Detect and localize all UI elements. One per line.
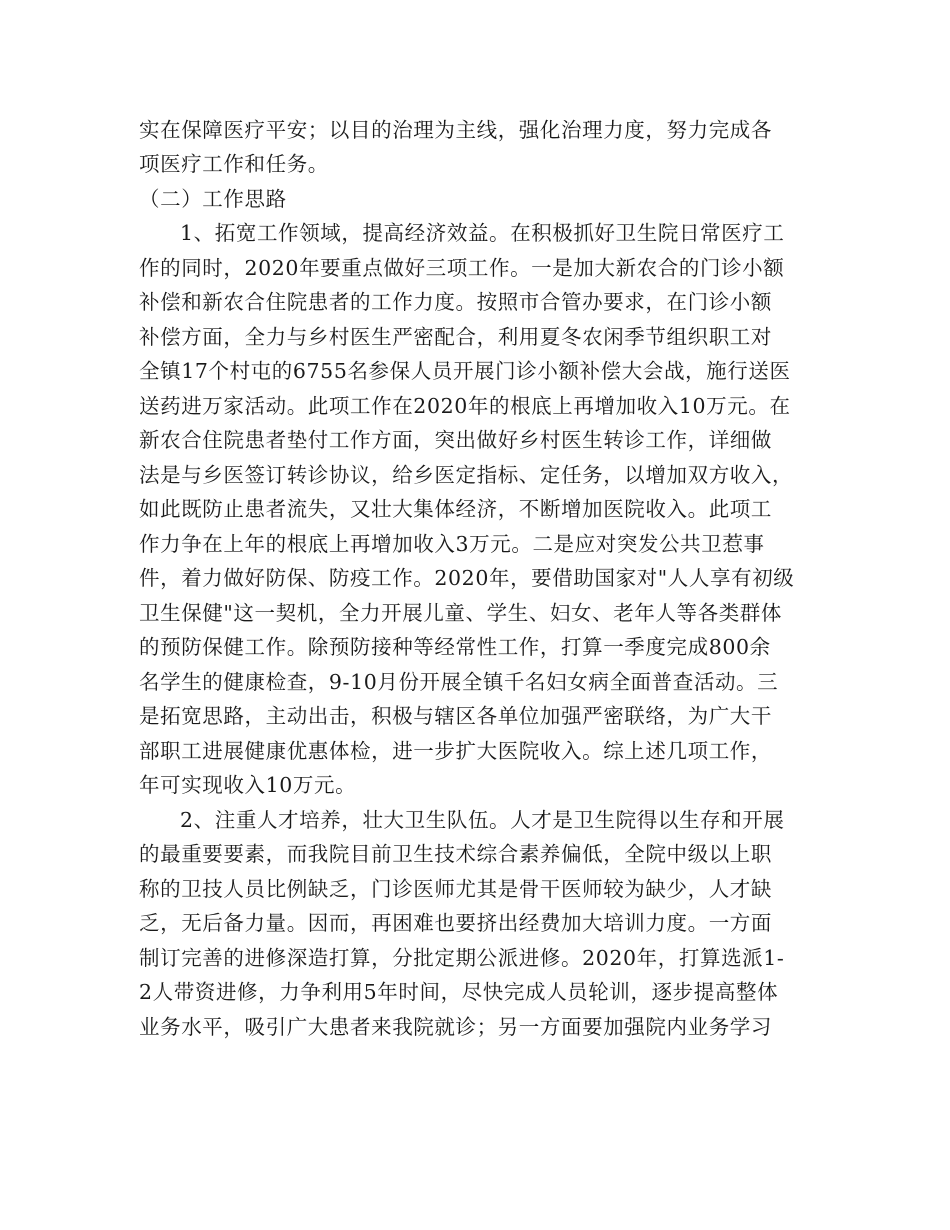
text-line: 作力争在上年的根底上再增加收入3万元。二是应对突发公共卫惹事 [139, 532, 765, 556]
text-line: 新农合住院患者垫付工作方面，突出做好乡村医生转诊工作，详细做 [139, 428, 772, 452]
text-line: 乏，无后备力量。因而，再困难也要挤出经费加大培训力度。一方面 [139, 911, 772, 935]
text-line: 法是与乡医签订转诊协议，给乡医定指标、定任务，以增加双方收入， [139, 463, 794, 487]
text-line: 全镇17个村屯的6755名参保人员开展门诊小额补偿大会战，施行送医 [139, 359, 791, 383]
text-line: 的最重要要素，而我院目前卫生技术综合素养偏低，全院中级以上职 [139, 842, 772, 866]
text-line: 作的同时，2020年要重点做好三项工作。一是加大新农合的门诊小额 [139, 256, 785, 280]
text-line: 是拓宽思路，主动出击，积极与辖区各单位加强严密联络，为广大干 [139, 704, 772, 728]
text-line: 实在保障医疗平安；以目的治理为主线，强化治理力度，努力完成各 [139, 118, 772, 142]
text-line: 部职工进展健康优惠体检，进一步扩大医院收入。综上述几项工作， [139, 739, 772, 763]
text-line: 如此既防止患者流失，又壮大集体经济，不断增加医院收入。此项工 [139, 497, 772, 521]
text-line: 补偿和新农合住院患者的工作力度。按照市合管办要求，在门诊小额 [139, 290, 772, 314]
section-heading: （二）工作思路 [139, 187, 287, 211]
paragraph-first-line: 2、注重人才培养，壮大卫生队伍。人才是卫生院得以生存和开展 [180, 808, 785, 832]
paragraph-first-line: 1、拓宽工作领域，提高经济效益。在积极抓好卫生院日常医疗工 [180, 221, 785, 245]
text-line: 送药进万家活动。此项工作在2020年的根底上再增加收入10万元。在 [139, 394, 791, 418]
text-line: 名学生的健康检查，9-10月份开展全镇千名妇女病全面普查活动。三 [139, 670, 779, 694]
text-line: 2人带资进修，力争利用5年时间，尽快完成人员轮训，逐步提高整体 [139, 980, 779, 1004]
text-line: 称的卫技人员比例缺乏，门诊医师尤其是骨干医师较为缺少，人才缺 [139, 877, 772, 901]
text-line: 件，着力做好防保、防疫工作。2020年，要借助国家对"人人享有初级 [139, 566, 795, 590]
text-line: 的预防保健工作。除预防接种等经常性工作，打算一季度完成800余 [139, 635, 771, 659]
text-line: 卫生保健"这一契机，全力开展儿童、学生、妇女、老年人等各类群体 [139, 601, 783, 625]
text-line: 补偿方面，全力与乡村医生严密配合，利用夏冬农闲季节组织职工对 [139, 325, 772, 349]
text-line: 制订完善的进修深造打算，分批定期公派进修。2020年，打算选派1- [139, 946, 785, 970]
text-line: 项医疗工作和任务。 [139, 152, 329, 176]
text-line: 年可实现收入10万元。 [139, 773, 357, 797]
text-line: 业务水平，吸引广大患者来我院就诊；另一方面要加强院内业务学习 [139, 1015, 772, 1039]
